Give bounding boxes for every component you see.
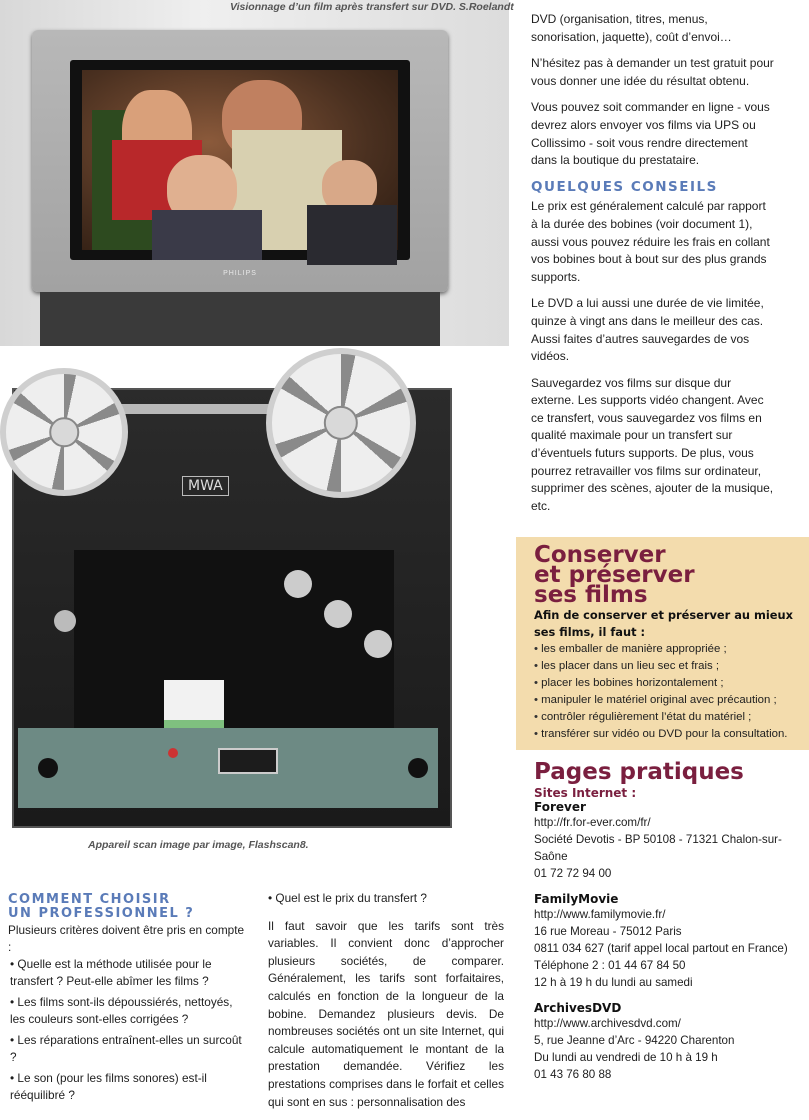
- list-item: • Les réparations entraînent-elles un surcoût ?: [10, 1032, 250, 1066]
- family-film-frame: [82, 70, 398, 250]
- list-item: • contrôler régulièrement l’état du matériel ;: [534, 709, 805, 726]
- box-title-line1: Conserver: [534, 542, 666, 568]
- list-item: • Quelle est la méthode utilisée pour le transfert ? Peut-elle abîmer les films ?: [10, 956, 250, 990]
- paragraph: Vous pouvez soit commander en ligne - vous devrez alors envoyer vos films via UPS ou Collissimo - soit vous rendre directement dans la boutique du prestataire.: [531, 100, 770, 168]
- prix-question: • Quel est le prix du transfert ?: [268, 890, 504, 908]
- site-phone: 01 43 76 80 88: [534, 1068, 612, 1081]
- site-name-familymovie: FamilyMovie: [534, 892, 619, 906]
- tv-photo: [0, 0, 509, 346]
- paragraph: Sauvegardez vos films sur disque dur externe. Les supports vidéo changent. Avec ce transfert, vous sauvegardez vos films en qualité maximale pour un transfert sur d’éventuels futurs supports. De plus, vous pourrez retravailler vos films sur ordinateur, supprimer des scènes, ajouter de la musique, etc.: [531, 375, 774, 513]
- projector-caption: Appareil scan image par image, Flashscan8.: [88, 839, 309, 851]
- choisir-heading-line2: UN PROFESSIONNEL ?: [8, 906, 195, 921]
- site-address: Société Devotis - BP 50108 - 71321 Chalon-sur-Saône: [534, 833, 782, 863]
- choisir-intro: Plusieurs critères doivent être pris en compte :: [8, 923, 245, 954]
- projector-logo: MWA: [182, 476, 229, 496]
- conseils-heading: QUELQUES CONSEILS: [531, 178, 718, 195]
- prix-question-list: [268, 890, 504, 908]
- control-panel: [18, 728, 438, 808]
- left-reel-icon: [0, 368, 128, 496]
- conserver-box: [516, 537, 809, 750]
- list-item: • placer les bobines horizontalement ;: [534, 675, 805, 692]
- choisir-heading-line1: COMMENT CHOISIR: [8, 892, 171, 907]
- sites-subtitle: Sites Internet :: [534, 786, 637, 800]
- box-title-line3: ses films: [534, 582, 648, 608]
- list-item: • Les films sont-ils dépoussiérés, nettoyés, les couleurs sont-elles corrigées ?: [10, 994, 250, 1028]
- list-item: • Le son (pour les films sonores) est-il rééquilibré ?: [10, 1070, 250, 1104]
- site-address: 5, rue Jeanne d’Arc - 94220 Charenton: [534, 1034, 735, 1047]
- site-hours: 12 h à 19 h du lundi au samedi: [534, 976, 693, 989]
- paragraph: Le DVD a lui aussi une durée de vie limitée, quinze à vingt ans dans le meilleur des cas. Aussi faites d’autres sauvegardes de vos vidéos.: [531, 296, 764, 364]
- top-photo-caption: Visionnage d’un film après transfert sur DVD. S.Roelandt: [230, 1, 514, 13]
- site-phone: 01 72 72 94 00: [534, 867, 612, 880]
- tv-brand-label: PHILIPS: [223, 270, 257, 277]
- site-link[interactable]: http://www.archivesdvd.com/: [534, 1017, 681, 1030]
- prix-section: [268, 890, 504, 1120]
- site-address: 16 rue Moreau - 75012 Paris: [534, 925, 682, 938]
- site-name-forever: Forever: [534, 800, 586, 814]
- right-column-text: [531, 11, 775, 524]
- site-link[interactable]: http://www.familymovie.fr/: [534, 908, 666, 921]
- choisir-section: [8, 893, 250, 1104]
- site-hours: Du lundi au vendredi de 10 h à 19 h: [534, 1051, 718, 1064]
- projector-photo: [0, 348, 455, 828]
- box-intro: Afin de conserver et préserver au mieux ses films, il faut :: [534, 608, 793, 639]
- prix-text: Il faut savoir que les tarifs sont très variables. Il convient donc d’approcher plusieurs sociétés, de comparer. Généralement, les tarifs sont forfaitaires, calculés en fonction de la longueur de la bobine. Demandez plusieurs devis. De nombreuses sociétés ont un site Internet, qui calcule automatiquement le montant de la prestation demandée. Vérifiez les prestations comprises dans le forfait et celles qui sont en sus : personnalisation des: [268, 918, 504, 1109]
- paragraph: DVD (organisation, titres, menus, sonorisation, jaquette), coût d’envoi…: [531, 12, 732, 44]
- paragraph: N’hésitez pas à demander un test gratuit pour vous donner une idée du résultat obtenu.: [531, 56, 774, 88]
- box-list: [516, 641, 809, 743]
- site-name-archivesdvd: ArchivesDVD: [534, 1001, 622, 1015]
- list-item: • manipuler le matériel original avec précaution ;: [534, 692, 805, 709]
- site-link[interactable]: http://fr.for-ever.com/fr/: [534, 816, 651, 829]
- box-title-line2: et préserver: [534, 562, 695, 588]
- paragraph: Le prix est généralement calculé par rapport à la durée des bobines (voir document 1), aussi vous pouvez réduire les frais en collant vos bobines bout à bout sur des plus grands supports.: [531, 199, 770, 284]
- list-item: • les emballer de manière appropriée ;: [534, 641, 805, 658]
- pages-title: Pages pratiques: [534, 759, 744, 785]
- tv-stand: [40, 292, 440, 346]
- criteria-list: [8, 956, 250, 1104]
- list-item: • transférer sur vidéo ou DVD pour la consultation.: [534, 726, 805, 743]
- site-phone: Téléphone 2 : 01 44 67 84 50: [534, 959, 686, 972]
- list-item: • les placer dans un lieu sec et frais ;: [534, 658, 805, 675]
- pages-pratiques: [516, 760, 809, 1080]
- right-reel-icon: [266, 348, 416, 498]
- site-phone: 0811 034 627 (tarif appel local partout en France): [534, 942, 788, 955]
- tv-set: [32, 30, 448, 292]
